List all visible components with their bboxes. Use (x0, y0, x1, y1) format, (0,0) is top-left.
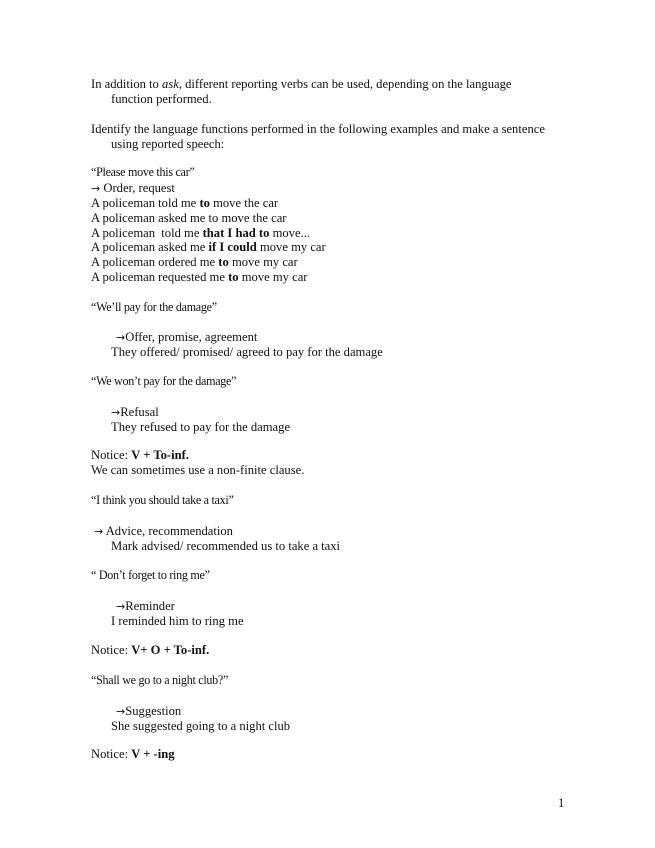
intro-line-1: In addition to ask, different reporting verbs can be used, depending on the language (91, 77, 512, 91)
notice: Notice: V + To-inf. (91, 448, 189, 462)
example-quote: “Please move this car” (91, 165, 195, 179)
reported-sentence: A policeman asked me if I could move my car (91, 240, 326, 254)
function-label: → Order, request (91, 181, 175, 195)
reported-sentence: A policeman asked me to move the car (91, 211, 287, 225)
right-arrow-icon: → (91, 182, 101, 195)
example-quote: “I think you should take a taxi” (91, 493, 234, 507)
notice: Notice: V+ O + To-inf. (91, 643, 210, 657)
notice-note: We can sometimes use a non-finite clause. (91, 463, 305, 477)
function-label: → Advice, recommendation (94, 524, 233, 538)
right-arrow-icon: → (111, 406, 121, 419)
reported-sentence: Mark advised/ recommended us to take a taxi (111, 539, 341, 553)
task-line-1: Identify the language functions performed in the following examples and make a sentence (91, 122, 545, 136)
reported-sentence: A policeman ordered me to move my car (91, 255, 298, 269)
reported-sentence: A policeman told me that I had to move... (91, 226, 310, 240)
function-label: →Suggestion (116, 704, 182, 718)
right-arrow-icon: → (116, 331, 126, 344)
right-arrow-icon: → (116, 600, 126, 613)
reported-sentence: A policeman requested me to move my car (91, 270, 308, 284)
task-line-2: using reported speech: (111, 137, 225, 151)
example-quote: “ Don’t forget to ring me” (91, 568, 210, 582)
example-quote: “Shall we go to a night club?” (91, 673, 229, 687)
function-label: →Reminder (116, 599, 175, 613)
example-quote: “We’ll pay for the damage” (91, 300, 217, 314)
notice: Notice: V + -ing (91, 747, 175, 761)
reported-sentence: A policeman told me to move the car (91, 196, 279, 210)
function-label: →Refusal (111, 405, 159, 419)
function-label: →Offer, promise, agreement (116, 330, 258, 344)
reported-sentence: They offered/ promised/ agreed to pay for the damage (111, 345, 383, 359)
example-quote: “We won’t pay for the damage” (91, 374, 237, 388)
right-arrow-icon: → (116, 705, 126, 718)
right-arrow-icon: → (94, 525, 104, 538)
reported-sentence: She suggested going to a night club (111, 719, 291, 733)
reported-sentence: I reminded him to ring me (111, 614, 244, 628)
intro-line-2: function performed. (111, 92, 212, 106)
page-number: 1 (558, 796, 565, 810)
reported-sentence: They refused to pay for the damage (111, 420, 291, 434)
